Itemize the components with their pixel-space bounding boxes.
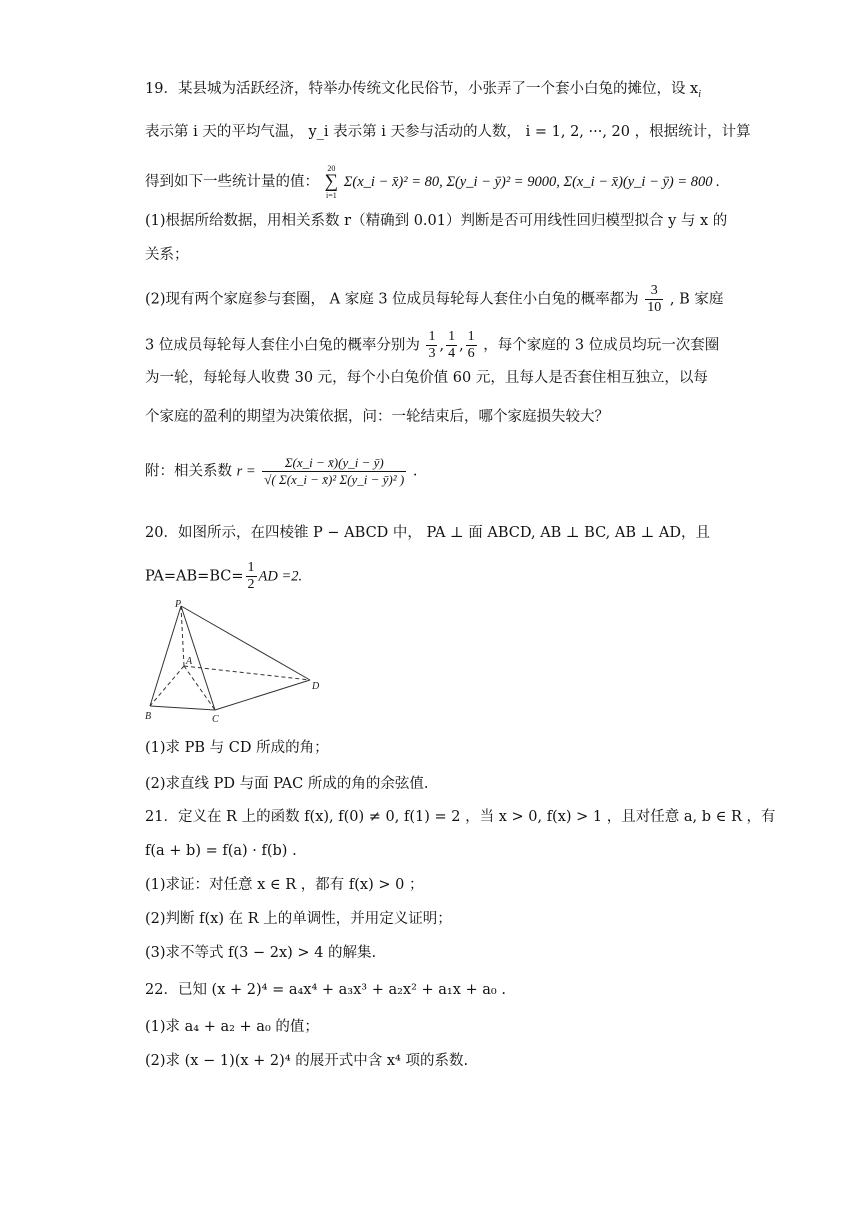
fraction-b3: $\frac{1}{6}$ [467,329,475,361]
edge-ac [184,666,215,710]
fraction-3-10: $\frac{3}{10}$ [647,283,662,315]
summation-symbol: 20 ∑ i=1 [324,164,339,200]
q19-part2-line1: (2)现有两个家庭参与套圈， A 家庭 3 位成员每轮每人套住小白兔的概率都为 $\frac{3}{10}$ , B 家庭 [145,283,724,315]
q19-line3: 得到如下一些统计量的值： 20 ∑ i=1 Σ(x_i − x̄)² = 80, Σ(y_i − ȳ)² = 9000, Σ(x_i − x̄)(y_i − ȳ) = 800 . [145,164,720,200]
q22-part1: (1)求 a₄ + a₂ + a₀ 的值； [145,1019,319,1035]
q19-part2-line3: 为一轮，每轮每人收费 30 元，每个小白兔价值 60 元，且每人是否套住相互独立，以每 [145,370,708,386]
label-c: C [212,714,219,725]
edge-pd [181,606,310,680]
q21-part2: (2)判断 f(x) 在 R 上的单调性，并用定义证明； [145,911,452,927]
correlation-formula: $\frac{\Sigma(x\_i - x̄)(y\_i - ȳ)}{\text{√( Σ(x\_i − x̄)² Σ(y\_i − ȳ)² )}}$ [264,455,405,487]
q20-part1: (1)求 PB 与 CD 所成的角； [145,740,329,756]
q20-line1: 20．如图所示，在四棱锥 P − ABCD 中， PA ⊥ 面 ABCD, AB ⊥ BC, AB ⊥ AD，且 [145,525,710,541]
fraction-b2: $\frac{1}{4}$ [448,329,456,361]
pyramid-figure [140,598,330,726]
q21-line1: 21．定义在 R 上的函数 f(x), f(0) ≠ 0, f(1) = 2 ，当 x > 0, f(x) > 1 ，且对任意 a, b ∈ R ，有 [145,809,776,825]
edge-pb [150,606,181,706]
label-d: D [312,681,320,692]
q21-line2: f(a + b) = f(a) · f(b) . [145,843,297,859]
fraction-b1: $\frac{1}{3}$ [428,329,436,361]
q19-part2-line2: 3 位成员每轮每人套住小白兔的概率分别为 $\frac{1}{3}$ , $\frac{1}{4}$ , $\frac{1}{6}$ ，每个家庭的 3 位成员均玩一次套圈 [145,329,720,361]
q19-part1-line2: 关系； [145,247,189,263]
q21-part1: (1)求证：对任意 x ∈ R ，都有 f(x) > 0 ； [145,877,424,893]
fraction-1-2: $\frac{1}{2}$ [247,560,255,592]
q20-part2: (2)求直线 PD 与面 PAC 所成的角的余弦值. [145,776,429,792]
q19-part1-line1: (1)根据所给数据，用相关系数 r（精确到 0.01）判断是否可用线性回归模型拟合 y 与 x 的 [145,213,728,229]
label-p: P [175,599,182,610]
q19-note: 附：相关系数 r = $\frac{\Sigma(x\_i - x̄)(y\_i - ȳ)}{\text{√( Σ(x\_i − x̄)² Σ(y\_i − ȳ)² )}}$ . [145,455,418,487]
q22-part2: (2)求 (x − 1)(x + 2)⁴ 的展开式中含 x⁴ 项的系数. [145,1053,469,1069]
label-b: B [145,711,152,722]
q21-part3: (3)求不等式 f(3 − 2x) > 4 的解集. [145,945,377,961]
q19-line2: 表示第 i 天的平均气温， y_i 表示第 i 天参与活动的人数， i = 1, 2, ···, 20 ，根据统计，计算 [145,124,751,140]
q19-line1: 19．某县城为活跃经济，特举办传统文化民俗节，小张弄了一个套小白兔的摊位，设 $x_i$ [145,81,702,100]
q19-part2-line4: 个家庭的盈利的期望为决策依据，问：一轮结束后，哪个家庭损失较大？ [145,409,609,425]
edge-ab [150,666,184,706]
edge-bc [150,706,215,710]
q22-line1: 22．已知 (x + 2)⁴ = a₄x⁴ + a₃x³ + a₂x² + a₁x + a₀ . [145,982,506,998]
q20-line2: PA=AB=BC= $\frac{1}{2}$ AD =2. [145,560,303,592]
edge-cd [215,680,310,710]
label-a: A [186,656,193,667]
